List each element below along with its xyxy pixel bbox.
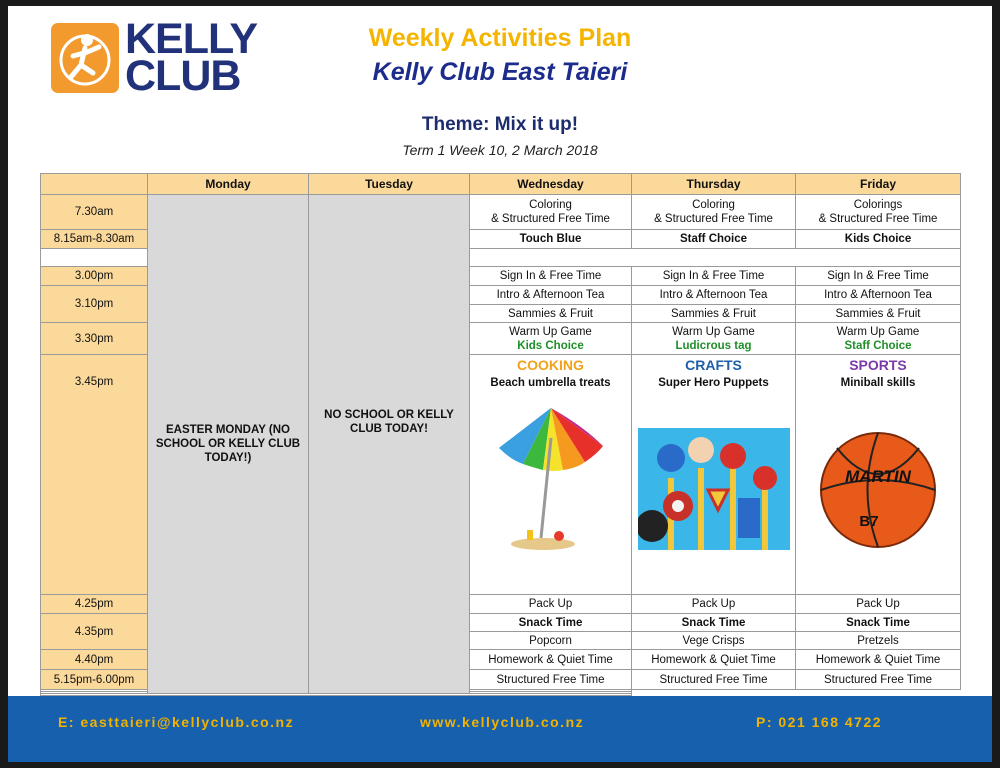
activity-cell-friday [796, 355, 961, 595]
time-cell: 7.30am [41, 195, 148, 230]
packup-cell: Pack Up [796, 595, 961, 614]
coloring-cell: Coloring & Structured Free Time [470, 195, 632, 230]
time-cell: 3.00pm [41, 267, 148, 286]
warmup-game: Staff Choice [844, 339, 912, 352]
free-time-cell: Structured Free Time [632, 670, 796, 690]
warmup-cell [632, 323, 796, 355]
day-header-thursday: Thursday [632, 174, 796, 195]
time-cell: 3.45pm [41, 355, 148, 595]
footer-phone: P: 021 168 4722 [756, 714, 883, 730]
time-cell: 3.30pm [41, 323, 148, 355]
signin-cell: Sign In & Free Time [796, 267, 961, 286]
monday-note-text: EASTER MONDAY (NO SCHOOL OR KELLY CLUB TODAY!) [155, 424, 301, 464]
intro-food-cell: Sammies & Fruit [632, 305, 796, 323]
intro-food-cell: Sammies & Fruit [796, 305, 961, 323]
basketball-image [817, 430, 939, 550]
snack-label-cell: Snack Time [470, 614, 632, 632]
activity-plan-page [8, 6, 992, 762]
tuesday-note-text: NO SCHOOL OR KELLY CLUB TODAY! [324, 409, 454, 435]
signin-cell: Sign In & Free Time [470, 267, 632, 286]
warmup-label: Warm Up Game [672, 325, 755, 338]
super-hero-puppets-image [638, 428, 790, 550]
homework-cell: Homework & Quiet Time [632, 650, 796, 670]
activity-cell-thursday [632, 355, 796, 595]
activity-title: Super Hero Puppets [658, 377, 769, 389]
intro-cell: Intro & Afternoon Tea [632, 286, 796, 305]
snack-label-cell: Snack Time [632, 614, 796, 632]
time-cell: 4.25pm [41, 595, 148, 614]
coloring-cell: Coloring & Structured Free Time [632, 195, 796, 230]
warmup-cell [470, 323, 632, 355]
free-time-cell: Structured Free Time [470, 670, 632, 690]
activity-category: SPORTS [849, 357, 907, 373]
warmup-cell [796, 323, 961, 355]
theme-heading: Theme: Mix it up! [421, 114, 579, 135]
footer-website[interactable]: www.kellyclub.co.nz [420, 714, 585, 730]
homework-cell: Homework & Quiet Time [470, 650, 632, 670]
activity-title: Beach umbrella treats [490, 377, 611, 389]
ball-number-text: B7 [859, 513, 879, 530]
warmup-game: Kids Choice [517, 339, 584, 352]
tuesday-closed-note [309, 195, 470, 694]
day-header-friday: Friday [796, 174, 961, 195]
activity-title: Miniball skills [840, 377, 916, 389]
contact-footer [8, 696, 992, 762]
day-header-tuesday: Tuesday [309, 174, 470, 195]
coloring-cell: Colorings & Structured Free Time [796, 195, 961, 230]
warmup-game: Ludicrous tag [675, 339, 752, 352]
activity-category: CRAFTS [685, 357, 742, 373]
day-header-wednesday: Wednesday [470, 174, 632, 195]
packup-cell: Pack Up [470, 595, 632, 614]
snack-cell: Popcorn [470, 632, 632, 650]
packup-cell: Pack Up [632, 595, 796, 614]
spacer-cell [41, 249, 148, 267]
snack-cell: Vege Crisps [632, 632, 796, 650]
choice-cell: Kids Choice [796, 230, 961, 249]
activity-cell-wednesday [470, 355, 632, 595]
choice-cell: Staff Choice [632, 230, 796, 249]
weekly-schedule-table [40, 173, 961, 696]
club-name: Kelly Club East Taieri [372, 58, 628, 86]
page-title: Weekly Activities Plan [368, 24, 632, 52]
corner-header [41, 174, 148, 195]
footer-email[interactable]: E: easttaieri@kellyclub.co.nz [58, 714, 295, 730]
signin-cell: Sign In & Free Time [632, 267, 796, 286]
ball-brand-text: MARTIN [845, 467, 911, 486]
choice-cell: Touch Blue [470, 230, 632, 249]
logo-line-1: KELLY [125, 15, 257, 63]
homework-cell: Homework & Quiet Time [796, 650, 961, 670]
intro-cell: Intro & Afternoon Tea [470, 286, 632, 305]
time-cell: 3.10pm [41, 286, 148, 323]
intro-cell: Intro & Afternoon Tea [796, 286, 961, 305]
time-cell: 4.35pm [41, 614, 148, 650]
time-cell: 8.15am-8.30am [41, 230, 148, 249]
snack-label-cell: Snack Time [796, 614, 961, 632]
spacer-cell [470, 249, 961, 267]
term-date: Term 1 Week 10, 2 March 2018 [402, 142, 598, 158]
warmup-label: Warm Up Game [836, 325, 920, 338]
activity-category: COOKING [517, 357, 584, 373]
monday-closed-note [148, 195, 309, 694]
intro-food-cell: Sammies & Fruit [470, 305, 632, 323]
free-time-cell: Structured Free Time [796, 670, 961, 690]
logo-line-2: CLUB [125, 52, 241, 100]
snack-cell: Pretzels [796, 632, 961, 650]
time-cell: 4.40pm [41, 650, 148, 670]
time-cell: 5.15pm-6.00pm [41, 670, 148, 690]
beach-umbrella-image [491, 398, 611, 558]
day-header-monday: Monday [148, 174, 309, 195]
warmup-label: Warm Up Game [509, 325, 592, 338]
